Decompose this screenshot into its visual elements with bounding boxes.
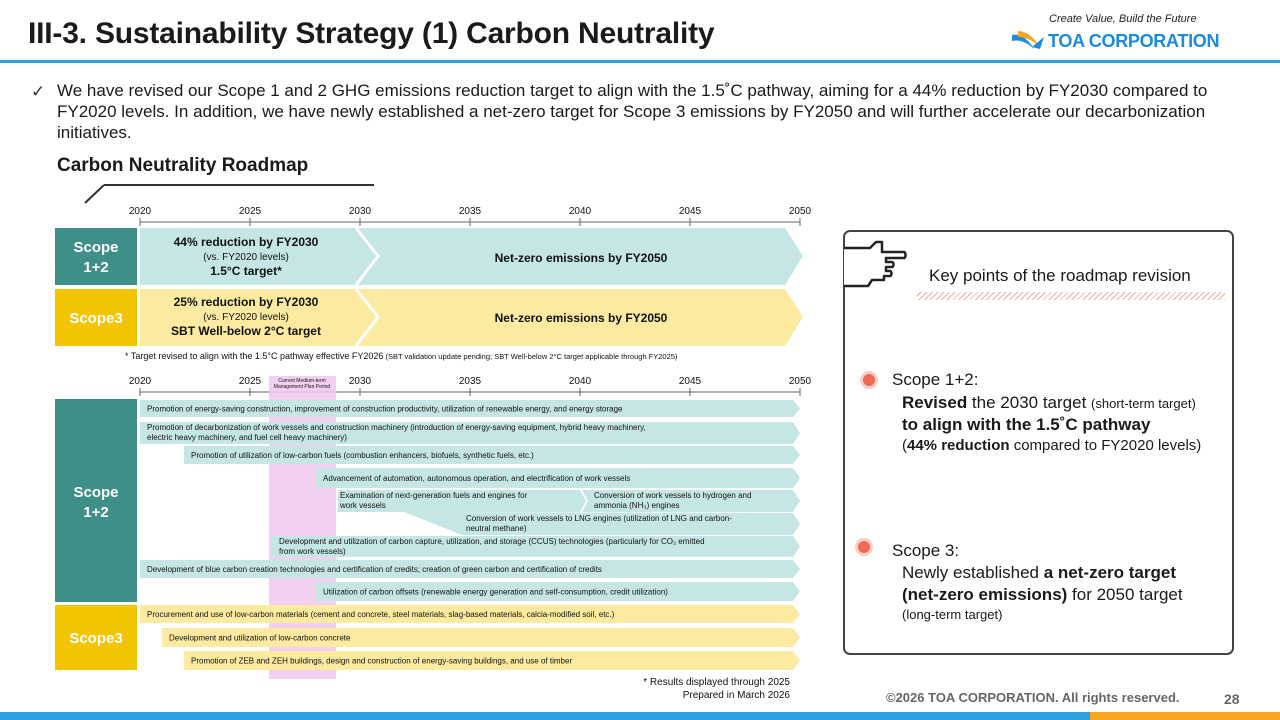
initiative-label: Examination of next-generation fuels and engines for: [340, 491, 528, 500]
initiative-label: Promotion of ZEB and ZEH buildings, design and construction of energy-saving buildings, and use of timber: [191, 656, 573, 666]
scope12-target-label: 1+2: [83, 259, 109, 276]
scope12-initiatives-label: Scope: [73, 484, 119, 501]
scope3-short-target-type: SBT Well-below 2°C target: [171, 324, 321, 338]
kp-scope12-bold3: 44% reduction: [907, 437, 1010, 454]
initiative-label: Promotion of energy-saving construction, improvement of construction productivity, utilization of renewable energy, and energy storage: [147, 404, 623, 414]
kp-scope3-small: (long-term target): [902, 607, 1003, 622]
kp-scope3-line1: [902, 563, 1176, 583]
initiative-label: neutral methane): [466, 524, 527, 533]
initiative-label: Development and utilization of carbon capture, utilization, and storage (CCUS) technologies (particularly for CO₂ emitted: [279, 537, 705, 546]
initiative-label: work vessels: [340, 501, 386, 510]
year-tick-label: 2030: [348, 206, 372, 217]
year-tick-label: 2040: [568, 376, 592, 387]
plan-period-label: Management Plan Period: [273, 384, 331, 390]
roadmap-title: Carbon Neutrality Roadmap: [57, 155, 309, 176]
year-tick-label: 2050: [788, 206, 812, 217]
company-logo-text: TOA CORPORATION: [1048, 31, 1220, 51]
year-tick-label: 2040: [568, 206, 592, 217]
check-icon: ✓: [31, 82, 46, 101]
kp-scope12-text1: the 2030 target: [967, 393, 1092, 412]
page-number: 28: [1224, 691, 1240, 707]
kp-scope3-text1: Newly established: [902, 563, 1044, 582]
kp-scope12-line1: [902, 393, 1196, 413]
scope3-short-target-basis: (vs. FY2020 levels): [203, 312, 289, 323]
key-points-hatch-divider: [917, 292, 1225, 300]
year-tick-label: 2020: [128, 376, 152, 387]
year-tick-label: 2045: [678, 376, 702, 387]
year-tick-label: 2025: [238, 376, 262, 387]
initiative-label: Conversion of work vessels to LNG engines (utilization of LNG and carbon-: [466, 514, 732, 523]
initiative-label: electric heavy machinery, and fuel cell heavy machinery): [147, 433, 347, 442]
target-footnote: [125, 351, 678, 361]
initiative-label: Development of blue carbon creation technologies and certification of credits; creation of green carbon and certification of credits: [147, 565, 602, 574]
bullet-icon: [860, 371, 878, 389]
year-tick-label: 2020: [128, 206, 152, 217]
scope12-target-label-box: [55, 228, 137, 285]
page-title: III-3. Sustainability Strategy (1) Carbon Neutrality: [28, 17, 715, 50]
initiative-label: Promotion of decarbonization of work vessels and construction machinery (introduction of energy-saving equipment, hybrid heavy machinery,: [147, 423, 646, 432]
scope12-short-target: 44% reduction by FY2030: [173, 235, 319, 249]
plan-period-label: Current Medium-term: [278, 378, 326, 384]
year-tick-label: 2035: [458, 206, 482, 217]
kp-scope12-small1: (short-term target): [1091, 396, 1196, 411]
results-note: [600, 676, 790, 702]
pointing-hand-icon: [842, 238, 908, 290]
kp-scope3-line2: [902, 585, 1183, 605]
initiative-label: ammonia (NH₃) engines: [594, 501, 680, 510]
kp-scope12-bold2: to align with the 1.5˚C pathway: [902, 415, 1151, 434]
kp-scope3-bold2: (net-zero emissions): [902, 585, 1068, 604]
footer-bar-blue: [0, 712, 1090, 720]
kp-scope12-line2: [902, 415, 1150, 435]
initiative-label: Development and utilization of low-carbon concrete: [169, 633, 351, 643]
initiative-label: from work vessels): [279, 547, 346, 556]
toa-bird-logo-icon: [1010, 29, 1046, 53]
intro-text: We have revised our Scope 1 and 2 GHG emissions reduction target to align with the 1.5˚C pathway, aiming for a 44% reduction by FY2030 compared to FY2020 levels. In addition, we have newly established a net-zero target for Scope 3 emissions by FY2050 and will further accelerate our decarbonization initiatives.: [57, 81, 1208, 142]
initiative-label: Utilization of carbon offsets (renewable energy generation and self-consumption, credit utilization): [323, 587, 668, 597]
scope12-long-target: Net-zero emissions by FY2050: [494, 251, 668, 265]
initiative-label: Advancement of automation, autonomous operation, and electrification of work vessels: [323, 474, 631, 483]
target-footnote-small: (SBT validation update pending; SBT Well-below 2°C target applicable through FY2025): [383, 352, 678, 361]
scope3-short-target: 25% reduction by FY2030: [173, 295, 319, 309]
initiative-label: Promotion of utilization of low-carbon fuels (combustion enhancers, biofuels, synthetic fuels, etc.): [191, 451, 534, 460]
year-tick-label: 2050: [788, 376, 812, 387]
tagline: Create Value, Build the Future: [1049, 13, 1197, 25]
scope3-long-target: Net-zero emissions by FY2050: [494, 311, 668, 325]
kp-scope12-paren: (: [902, 437, 907, 454]
kp-scope3-bold1: a net-zero target: [1043, 563, 1176, 582]
scope12-initiatives-label: 1+2: [83, 504, 109, 521]
results-note-line2: Prepared in March 2026: [682, 690, 790, 701]
kp-scope12-bold1: Revised: [902, 393, 968, 412]
footer-bar-orange: [1090, 712, 1280, 720]
kp-scope3-text2: for 2050 target: [1067, 585, 1183, 604]
kp-scope12-text3b: compared to FY2020 levels): [1009, 437, 1202, 454]
year-tick-label: 2030: [348, 376, 372, 387]
scope3-initiatives-label: Scope3: [69, 630, 123, 647]
kp-scope12-line3: [902, 437, 1201, 454]
scope12-target-label: Scope: [73, 239, 119, 256]
kp-scope3-label: Scope 3:: [892, 541, 960, 560]
year-tick-label: 2025: [238, 206, 262, 217]
results-note-line1: * Results displayed through 2025: [643, 677, 790, 688]
scope12-short-target-basis: (vs. FY2020 levels): [203, 252, 289, 263]
year-tick-label: 2045: [678, 206, 702, 217]
target-footnote-main: * Target revised to align with the 1.5°C pathway effective FY2026: [125, 351, 384, 361]
year-tick-label: 2035: [458, 376, 482, 387]
kp-scope12-label: Scope 1+2:: [892, 370, 979, 389]
initiative-label: Conversion of work vessels to hydrogen and: [594, 491, 752, 500]
scope3-target-label: Scope3: [69, 310, 123, 327]
initiative-label: Procurement and use of low-carbon materials (cement and concrete, steel materials, slag-based materials, calcia-modified soil, etc.): [147, 610, 615, 619]
copyright: ©2026 TOA CORPORATION. All rights reserved.: [886, 690, 1180, 705]
key-points-heading: Key points of the roadmap revision: [929, 266, 1191, 285]
bullet-icon: [855, 538, 873, 556]
scope12-short-target-pathway: 1.5°C target*: [210, 264, 282, 278]
